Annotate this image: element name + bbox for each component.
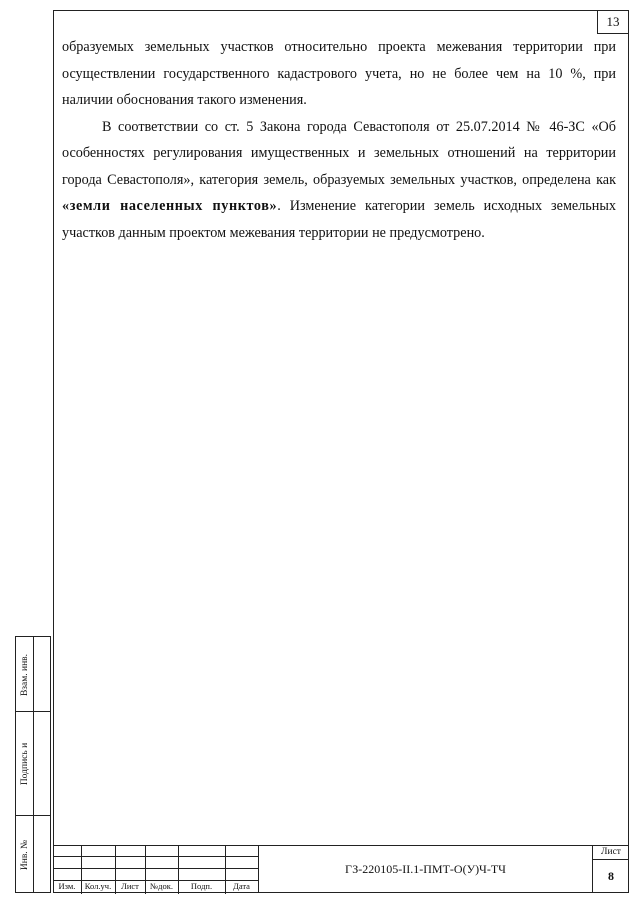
title-block bbox=[53, 845, 629, 893]
side-stamp-column bbox=[15, 636, 51, 893]
header-sheet: Лист bbox=[121, 881, 139, 891]
side-label-inventory: Инв. № bbox=[20, 839, 30, 871]
sheet-number: 8 bbox=[608, 869, 614, 883]
header-doc-number: №док. bbox=[150, 881, 173, 891]
header-date: Дата bbox=[233, 881, 250, 891]
header-change: Изм. bbox=[58, 881, 76, 891]
paragraph-2 bbox=[62, 114, 616, 247]
revision-table bbox=[53, 846, 258, 894]
paragraph-2-end: . Изменение категории земель исходных земельных участков данным проектом межевания территории не предусмотрено. bbox=[62, 198, 616, 241]
sheet-label: Лист bbox=[593, 846, 629, 860]
header-quantity: Кол.уч. bbox=[84, 881, 112, 891]
document-code: ГЗ-220105-II.1-ПМТ-О(У)Ч-ТЧ bbox=[258, 846, 593, 893]
side-cell-replacement bbox=[16, 637, 50, 712]
paragraph-1: образуемых земельных участков относительно проекта межевания территории при осуществлении государственного кадастрового учета, но не более чем на 10 %, при наличии обоснования такого изменения. bbox=[62, 39, 616, 108]
header-signature: Подп. bbox=[190, 881, 213, 891]
paragraph-2-start: В соответствии со ст. 5 Закона города Севастополя от 25.07.2014 № 46-ЗС «Об особенностях регулирования имущественных и земельных отношений на территории города Севастополя», категория земель, образуемых земельных участков, определена как bbox=[62, 118, 616, 188]
side-label-replacement: Взам. инв. bbox=[20, 653, 31, 696]
top-page-number: 13 bbox=[597, 11, 628, 34]
land-category-bold: «земли населенных пунктов» bbox=[62, 198, 278, 214]
side-label-signature: Подпись и bbox=[20, 742, 31, 786]
document-body bbox=[62, 34, 616, 246]
side-cell-inventory bbox=[16, 816, 50, 894]
side-cell-signature bbox=[16, 712, 50, 816]
